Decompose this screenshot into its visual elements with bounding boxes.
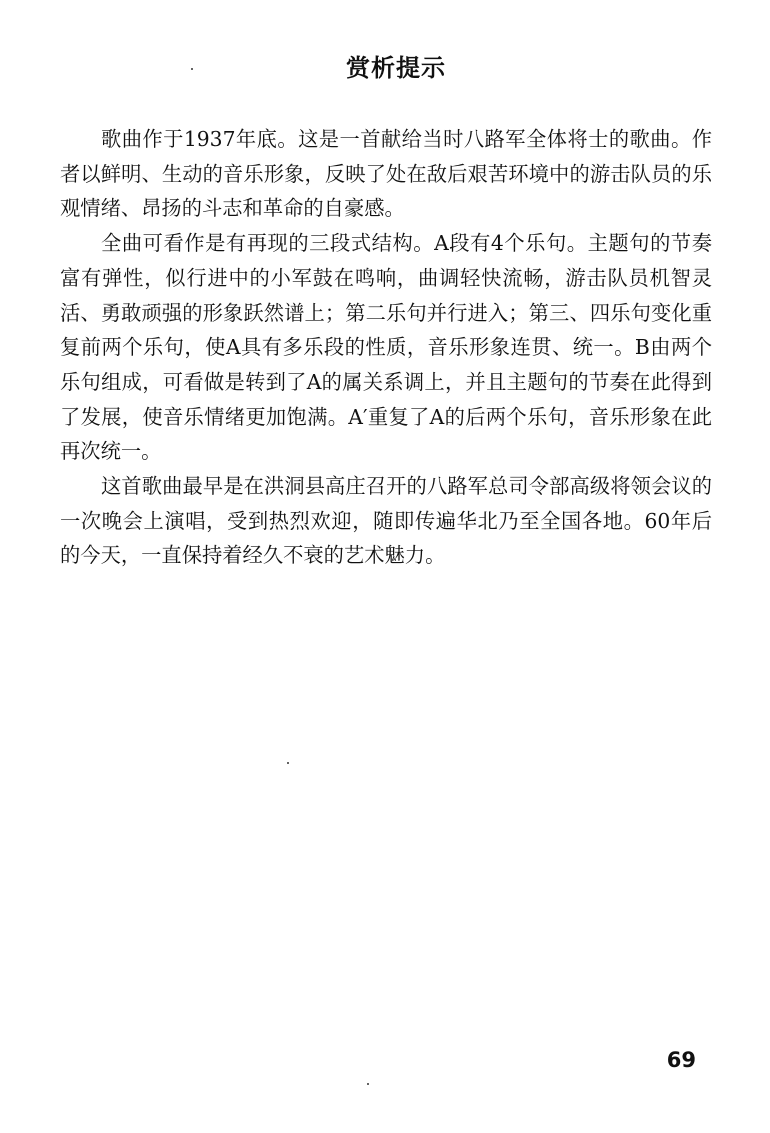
scan-speck: [367, 1083, 369, 1085]
paragraph-2: 全曲可看作是有再现的三段式结构。A段有4个乐句。主题句的节奏富有弹性，似行进中的小军鼓在鸣响，曲调轻快流畅，游击队员机智灵活、勇敢顽强的形象跃然谱上；第二乐句并行进入；第三、四乐句变化重复前两个乐句，使A具有多乐段的性质，音乐形象连贯、统一。B由两个乐句组成，可看做是转到了A的属关系调上，并且主题句的节奏在此得到了发展，使音乐情绪更加饱满。A′重复了A的后两个乐句，音乐形象在此再次统一。: [60, 231, 712, 464]
scan-speck: [191, 68, 193, 70]
paragraph-3: 这首歌曲最早是在洪洞县高庄召开的八路军总司令部高级将领会议的一次晚会上演唱，受到热烈欢迎，随即传遍华北乃至全国各地。60年后的今天，一直保持着经久不衰的艺术魅力。: [60, 474, 712, 568]
paragraph-1: 歌曲作于1937年底。这是一首献给当时八路军全体将士的歌曲。作者以鲜明、生动的音乐形象，反映了处在敌后艰苦环境中的游击队员的乐观情绪、昂扬的斗志和革命的自豪感。: [60, 127, 712, 221]
scan-speck: [287, 762, 289, 764]
page-number: 69: [666, 1048, 696, 1072]
body-text: [60, 122, 712, 573]
section-title: 赏析提示: [346, 54, 446, 82]
